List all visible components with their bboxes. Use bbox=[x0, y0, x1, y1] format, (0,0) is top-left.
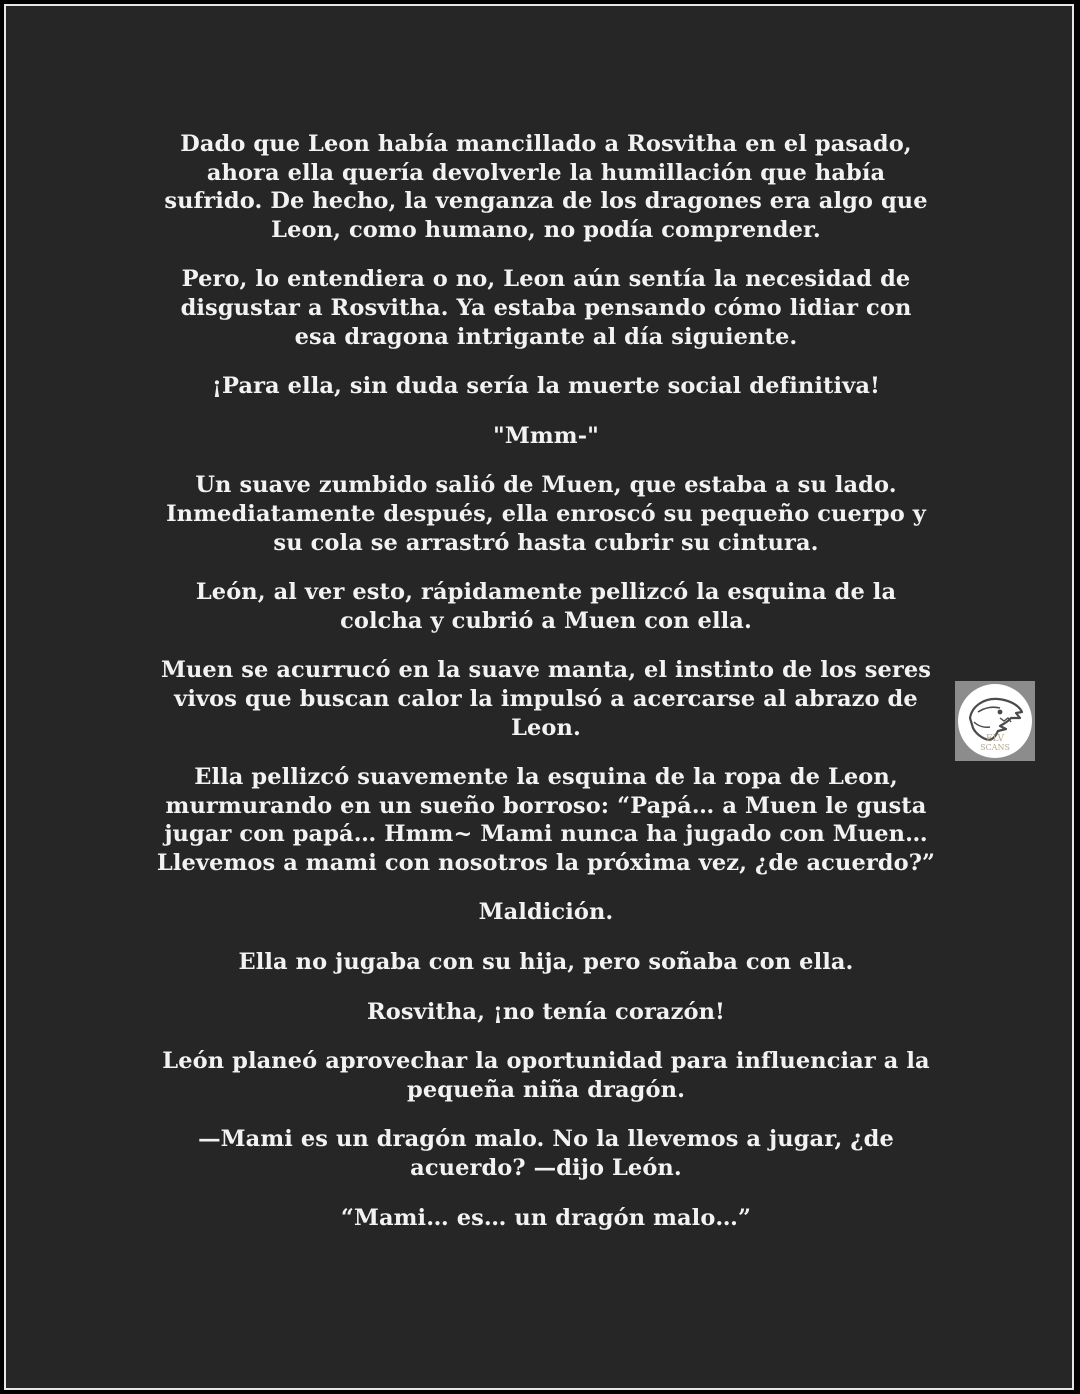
paragraph-8: Ella pellizcó suavemente la esquina de la ropa de Leon, murmurando en un sueño borroso: “Papá… a Muen le gusta jugar con papá… Hmm~ Mami nunca ha jugado con Muen… Llevemos a mami con nosotros la próxima vez, ¿de acuerdo?” bbox=[156, 764, 936, 876]
paragraph-12: León planeó aprovechar la oportunidad para influenciar a la pequeña niña dragón. bbox=[162, 1048, 930, 1103]
story-text-block bbox=[156, 130, 936, 1253]
paragraph-5: Un suave zumbido salió de Muen, que estaba a su lado. Inmediatamente después, ella enroscó su pequeño cuerpo y su cola se arrastró hasta cubrir su cintura. bbox=[166, 472, 926, 556]
paragraph-1: Dado que Leon había mancillado a Rosvitha en el pasado, ahora ella quería devolverle la humillación que había sufrido. De hecho, la venganza de los dragones era algo que Leon, como humano, no podía comprender. bbox=[164, 131, 928, 243]
page-frame bbox=[4, 4, 1074, 1390]
paragraph-2: Pero, lo entendiera o no, Leon aún sentía la necesidad de disgustar a Rosvitha. Ya estaba pensando cómo lidiar con esa dragona intrigante al día siguiente. bbox=[180, 266, 912, 350]
paragraph-14: “Mami… es… un dragón malo…” bbox=[340, 1204, 752, 1231]
paragraph-6: León, al ver esto, rápidamente pellizcó la esquina de la colcha y cubrió a Muen con ella. bbox=[195, 579, 897, 634]
paragraph-10: Ella no jugaba con su hija, pero soñaba con ella. bbox=[238, 949, 854, 976]
paragraph-7: Muen se acurrucó en la suave manta, el instinto de los seres vivos que buscan calor la impulsó a acercarse al abrazo de Leon. bbox=[160, 657, 932, 741]
svg-text:SCANS: SCANS bbox=[980, 743, 1010, 752]
scanlation-logo-badge bbox=[955, 681, 1035, 761]
paragraph-13: —Mami es un dragón malo. No la llevemos a jugar, ¿de acuerdo? —dijo León. bbox=[198, 1126, 894, 1182]
paragraph-11: Rosvitha, ¡no tenía corazón! bbox=[366, 998, 726, 1025]
paragraph-3: ¡Para ella, sin duda sería la muerte social definitiva! bbox=[212, 373, 880, 400]
paragraph-4: "Mmm-" bbox=[493, 422, 599, 449]
dragon-head-logo-icon bbox=[956, 682, 1034, 760]
paragraph-9: Maldición. bbox=[478, 899, 614, 926]
svg-text:ELV: ELV bbox=[986, 734, 1004, 744]
